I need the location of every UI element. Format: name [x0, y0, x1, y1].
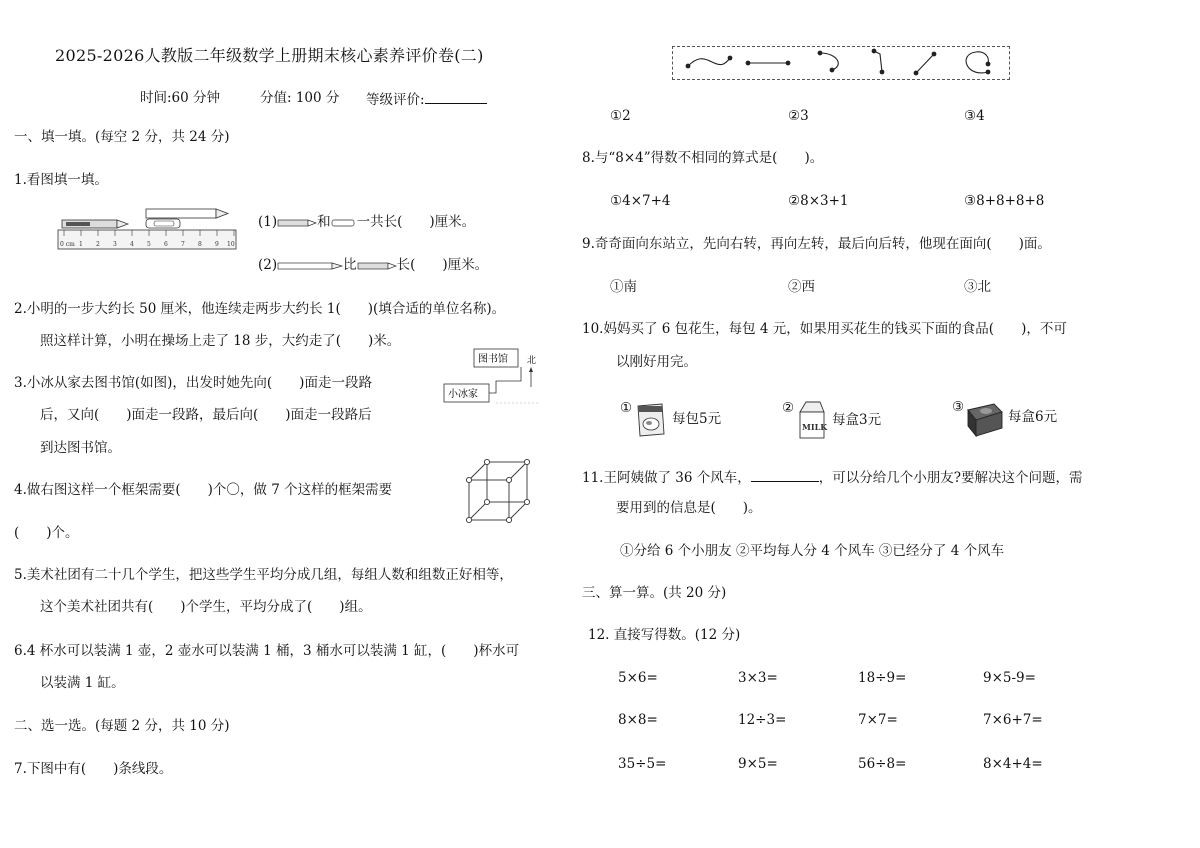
calc-item[interactable]: 8×8= — [618, 712, 658, 728]
gift-box-icon — [964, 400, 1004, 438]
q9-option-1[interactable]: ①南 — [610, 279, 637, 295]
calc-item[interactable]: 8×4+4= — [983, 756, 1043, 772]
q5-line2: 这个美术社团共有( )个学生，平均分成了( )组。 — [40, 599, 372, 615]
q7-option-1[interactable]: ①2 — [610, 108, 631, 124]
q12-stem: 12. 直接写得数。(12 分) — [588, 627, 741, 643]
ruler-tick: 6 — [164, 241, 168, 248]
q7-option-3[interactable]: ③4 — [964, 108, 985, 124]
q2-line2: 照这样计算，小明在操场上走了 18 步，大约走了( )米。 — [40, 333, 401, 349]
q11-options[interactable]: ①分给 6 个小朋友 ②平均每人分 4 个风车 ③已经分了 4 个风车 — [620, 543, 1005, 559]
ruler-tick: 4 — [130, 241, 134, 248]
q1-stem: 1.看图填一填。 — [14, 172, 108, 188]
q10-item2-num[interactable]: ② — [782, 400, 795, 416]
score-info: 分值: 100 分 — [260, 90, 340, 106]
q4-line1: 4.做右图这样一个框架需要( )个〇，做 7 个这样的框架需要 — [14, 482, 393, 498]
q8-stem: 8.与“8×4”得数不相同的算式是( )。 — [582, 150, 824, 166]
q6-line2: 以装满 1 缸。 — [40, 675, 125, 691]
map-home-label: 小冰家 — [448, 389, 478, 400]
ruler-tick: 8 — [198, 241, 202, 248]
ruler-tick: 9 — [215, 241, 219, 248]
section3-heading: 三、算一算。(共 20 分) — [582, 585, 727, 601]
q10-item2-price: 每盒3元 — [832, 412, 882, 428]
q2-line1: 2.小明的一步大约长 50 厘米，他连续走两步大约长 1( )(填合适的单位名称)。 — [14, 301, 506, 317]
calc-item[interactable]: 18÷9= — [858, 670, 907, 686]
peanut-bag-icon — [634, 402, 668, 438]
milk-carton-text: MILK — [802, 422, 828, 432]
q10-item3-num[interactable]: ③ — [952, 399, 965, 415]
map-north-label: 北 — [527, 356, 537, 366]
ruler-tick: 5 — [147, 241, 151, 248]
page-title: 2025-2026人教版二年级数学上册期末核心素养评价卷(二) — [55, 46, 484, 65]
calc-item[interactable]: 7×6+7= — [983, 712, 1043, 728]
time-info: 时间:60 分钟 — [140, 90, 221, 106]
calc-item[interactable]: 35÷5= — [618, 756, 667, 772]
ruler-tick: 1 — [79, 241, 83, 248]
calc-item[interactable]: 9×5= — [738, 756, 778, 772]
eraser-icon — [331, 219, 357, 227]
q3-line3: 到达图书馆。 — [40, 440, 121, 456]
q3-line1: 3.小冰从家去图书馆(如图)，出发时她先向( )面走一段路 — [14, 375, 372, 391]
q9-option-2[interactable]: ②西 — [788, 279, 815, 295]
q7-stem: 7.下图中有( )条线段。 — [14, 761, 173, 777]
q11-line2: 要用到的信息是( )。 — [616, 500, 762, 516]
q5-line1: 5.美术社团有二十几个学生，把这些学生平均分成几组，每组人数和组数正好相等， — [14, 567, 513, 583]
q1-part2: (2) 比 长( )厘米。 — [258, 257, 489, 273]
calc-item[interactable]: 5×6= — [618, 670, 658, 686]
q10-item3-price: 每盒6元 — [1008, 409, 1058, 425]
ruler-tick: 3 — [113, 241, 117, 248]
q11-line1: 11.王阿姨做了 36 个风车， ，可以分给几个小朋友?要解决这个问题，需 — [582, 470, 1083, 486]
ruler-tick: 10 — [227, 241, 235, 248]
q4-line2: ( )个。 — [14, 525, 79, 541]
ruler-unit: 0 cm — [60, 241, 75, 248]
q8-option-1[interactable]: ①4×7+4 — [610, 193, 671, 209]
q9-stem: 9.奇奇面向东站立，先向右转，再向左转，最后向后转，他现在面向( )面。 — [582, 236, 1051, 252]
ruler-tick: 7 — [181, 241, 185, 248]
q10-item1-price: 每包5元 — [672, 411, 722, 427]
cube-frame-figure — [465, 458, 535, 524]
q9-option-3[interactable]: ③北 — [964, 279, 991, 295]
q10-line1: 10.妈妈买了 6 包花生，每包 4 元，如果用买花生的钱买下面的食品( )，不可 — [582, 321, 1067, 337]
calc-item[interactable]: 12÷3= — [738, 712, 787, 728]
q8-option-3[interactable]: ③8+8+8+8 — [964, 193, 1045, 209]
calc-item[interactable]: 3×3= — [738, 670, 778, 686]
map-figure — [443, 347, 543, 405]
grade-blank[interactable] — [425, 92, 487, 104]
q6-line1: 6.4 杯水可以装满 1 壶，2 壶水可以装满 1 桶，3 桶水可以装满 1 缸，( )杯水可 — [14, 643, 520, 659]
q3-line2: 后，又向( )面走一段路，最后向( )面走一段路后 — [40, 407, 372, 423]
map-library-label: 图书馆 — [478, 354, 508, 365]
ruler-tick: 2 — [96, 241, 100, 248]
calc-item[interactable]: 9×5-9= — [983, 670, 1036, 686]
q10-item1-num[interactable]: ① — [620, 400, 633, 416]
milk-carton-icon — [796, 400, 828, 440]
q7-option-2[interactable]: ②3 — [788, 108, 809, 124]
calc-item[interactable]: 7×7= — [858, 712, 898, 728]
grade-label: 等级评价: — [366, 92, 487, 108]
section2-heading: 二、选一选。(每题 2 分，共 10 分) — [14, 718, 230, 734]
small-pencil-icon — [277, 219, 317, 227]
small-pencil-icon — [357, 262, 397, 270]
ruler-figure — [58, 205, 238, 251]
section1-heading: 一、填一填。(每空 2 分，共 24 分) — [14, 129, 230, 145]
q7-lines-figure — [672, 46, 1008, 78]
q8-option-2[interactable]: ②8×3+1 — [788, 193, 849, 209]
long-pencil-icon — [277, 262, 343, 270]
q11-blank[interactable] — [751, 470, 819, 482]
q1-part1: (1) 和 一共长( )厘米。 — [258, 214, 476, 230]
q10-line2: 以刚好用完。 — [616, 354, 697, 370]
calc-item[interactable]: 56÷8= — [858, 756, 907, 772]
